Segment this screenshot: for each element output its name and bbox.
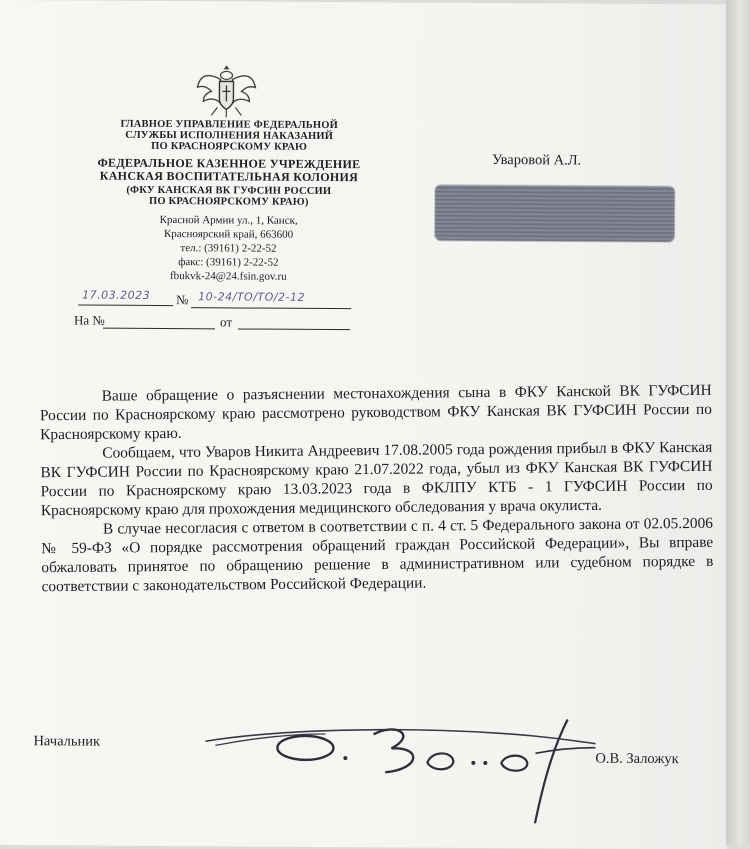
institution-abbr: (ФКУ КАНСКАЯ ВК ГУФСИН РОССИИ ПО КРАСНОЯРСКОМУ КРАЮ) [126, 184, 332, 208]
outgoing-number: 10-24/ТО/ТО/2-12 [198, 290, 306, 304]
body-paragraph: Ваше обращение о разъяснении местонахождения сына в ФКУ Канской ВК ГУФСИН России по Красноярскому краю рассмотрено руководством ФКУ Канская ВК ГУФСИН России по Красноярскому краю. [39, 381, 712, 444]
signatory-title: Начальник [33, 733, 101, 750]
outgoing-number-label: № [176, 292, 189, 308]
ref-number-label: На № [74, 312, 105, 328]
date-underline [78, 303, 173, 306]
letter-body [40, 381, 714, 596]
ref-date-underline [238, 327, 350, 330]
body-paragraph: Сообщаем, что Уваров Никита Андреевич 17.08.2005 года рождения прибыл в ФКУ Канская ВК ГУФСИН России по Красноярскому краю 21.07.2022 года, убыл из ФКУ Канская ВК ГУФСИН России по Красноярскому краю 13.03.2023 года в ФКЛПУ КТБ - 1 ГУФСИН России по Красноярскому краю для прохождения медицинского обследования у врача окулиста. [40, 438, 713, 520]
institution-name: ФЕДЕРАЛЬНОЕ КАЗЕННОЕ УЧРЕЖДЕНИЕ КАНСКАЯ ВОСПИТАТЕЛЬНАЯ КОЛОНИЯ [97, 155, 361, 185]
recipient-name: Уваровой А.Л. [491, 152, 582, 169]
handwritten-signature-icon [195, 711, 616, 834]
institution-address: Красной Армии ул., 1, Канск, Красноярский край, 663600 тел.: (39161) 2-22-52 факс: (39161) 2-22-52 fbukvk-24@24.fsin.gov.ru [159, 213, 298, 283]
signatory-name: О.В. Заложук [595, 750, 679, 768]
background-edge [726, 0, 750, 845]
outgoing-date: 17.03.2023 [82, 288, 151, 302]
org-name: ГЛАВНОЕ УПРАВЛЕНИЕ ФЕДЕРАЛЬНОЙ СЛУЖБЫ ИСПОЛНЕНИЯ НАКАЗАНИЙ ПО КРАСНОЯРСКОМУ КРАЮ [120, 118, 339, 153]
fsin-emblem-icon [195, 61, 257, 119]
ref-date-label: от [219, 314, 233, 330]
body-paragraph: В случае несогласия с ответом в соответствии с п. 4 ст. 5 Федерального закона от 02.05.2006 № 59-ФЗ «О порядке рассмотрения обращений граждан Российской Федерации», Вы вправе обжаловать принятое по обращению решение в административном или судебном порядке в соответствии с законодательством Российской Федерации. [41, 514, 714, 596]
number-underline [191, 306, 351, 309]
redacted-address [435, 185, 675, 242]
ref-number-underline [103, 327, 215, 330]
